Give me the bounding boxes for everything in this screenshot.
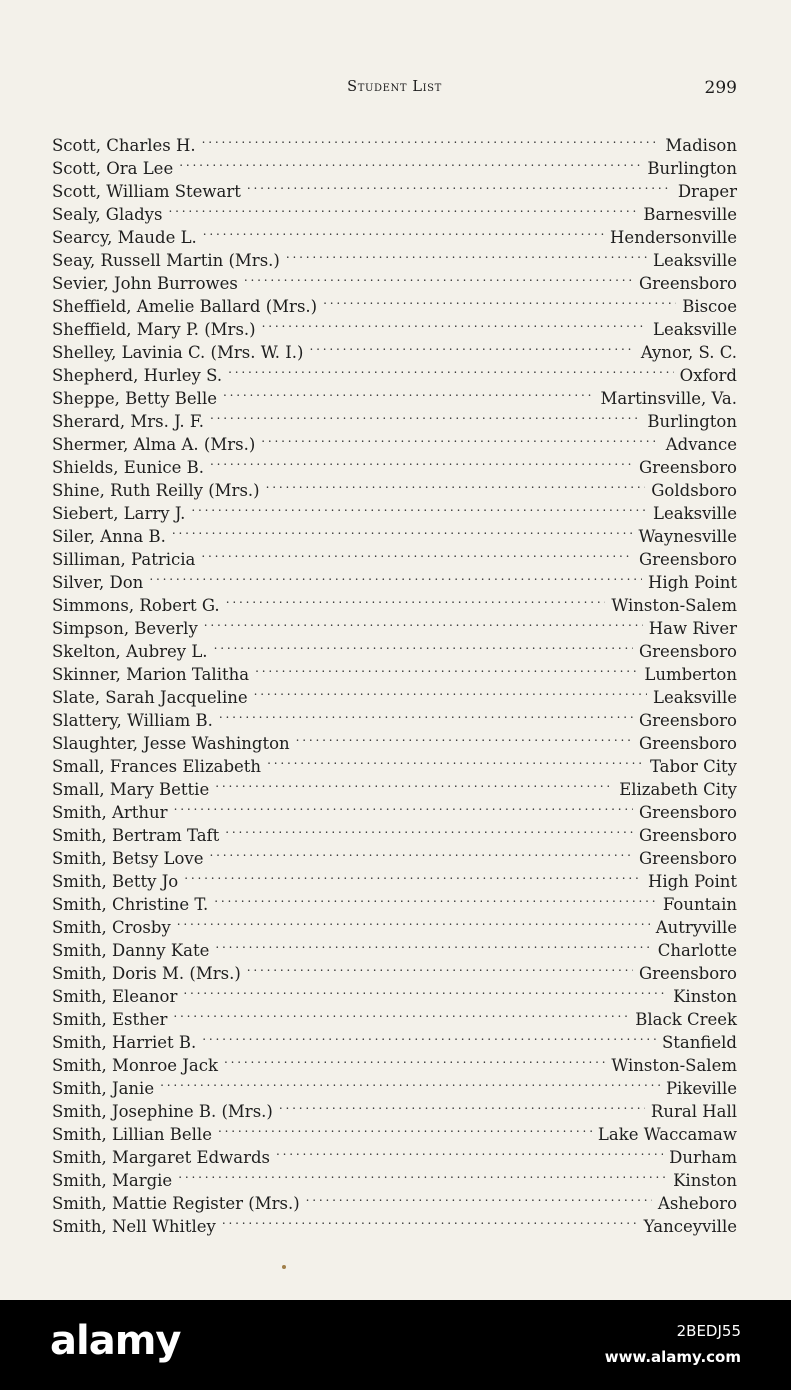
student-name: Shine, Ruth Reilly (Mrs.): [52, 481, 260, 500]
hometown: Greensboro: [638, 826, 737, 845]
dot-leader: [296, 726, 633, 749]
student-name: Shelley, Lavinia C. (Mrs. W. I.): [52, 343, 304, 362]
dot-leader: [226, 588, 606, 611]
student-name: Simmons, Robert G.: [52, 596, 220, 615]
student-name: Smith, Christine T.: [52, 895, 209, 914]
student-name: Shepherd, Hurley S.: [52, 366, 223, 385]
student-name: Shermer, Alma A. (Mrs.): [52, 435, 256, 454]
dot-leader: [215, 933, 651, 956]
list-item: [52, 565, 737, 592]
dot-leader: [173, 1002, 629, 1025]
hometown: Greensboro: [638, 642, 737, 661]
hometown: Greensboro: [638, 734, 737, 753]
student-name: Silliman, Patricia: [52, 550, 196, 569]
student-list: [52, 128, 737, 1236]
student-name: Smith, Monroe Jack: [52, 1056, 218, 1075]
student-name: Sheffield, Mary P. (Mrs.): [52, 320, 256, 339]
hometown: Charlotte: [657, 941, 737, 960]
hometown: Tabor City: [649, 757, 737, 776]
hometown: Haw River: [648, 619, 737, 638]
student-name: Sevier, John Burrowes: [52, 274, 238, 293]
dot-leader: [276, 1140, 663, 1163]
dot-leader: [177, 910, 650, 933]
student-name: Sheffield, Amelie Ballard (Mrs.): [52, 297, 318, 316]
dot-leader: [210, 841, 633, 864]
dot-leader: [224, 1048, 605, 1071]
hometown: Winston-Salem: [611, 596, 737, 615]
hometown: Greensboro: [638, 803, 737, 822]
page-header: [52, 76, 737, 102]
dot-leader: [214, 887, 657, 910]
hometown: Waynesville: [638, 527, 737, 546]
hometown: Leaksville: [653, 504, 737, 523]
dot-leader: [179, 151, 641, 174]
student-name: Smith, Doris M. (Mrs.): [52, 964, 241, 983]
hometown: Winston-Salem: [611, 1056, 737, 1075]
student-name: Seay, Russell Martin (Mrs.): [52, 251, 280, 270]
dot-leader: [267, 749, 644, 772]
watermark-image-id: 2BEDJ55: [676, 1322, 741, 1340]
hometown: Goldsboro: [651, 481, 737, 500]
dot-leader: [244, 266, 633, 289]
dot-leader: [160, 1071, 660, 1094]
page-number: 299: [704, 78, 737, 98]
list-item: [52, 128, 737, 155]
dot-leader: [210, 404, 641, 427]
hometown: Draper: [677, 182, 737, 201]
student-name: Small, Frances Elizabeth: [52, 757, 262, 776]
student-name: Smith, Esther: [52, 1010, 168, 1029]
hometown: Pikeville: [665, 1079, 737, 1098]
hometown: Oxford: [679, 366, 737, 385]
dot-leader: [262, 312, 647, 335]
dot-leader: [149, 565, 642, 588]
dot-leader: [183, 979, 667, 1002]
hometown: Asheboro: [657, 1194, 737, 1213]
student-name: Smith, Lillian Belle: [52, 1125, 212, 1144]
student-name: Smith, Nell Whitley: [52, 1217, 216, 1236]
student-name: Siebert, Larry J.: [52, 504, 186, 523]
student-name: Slate, Sarah Jacqueline: [52, 688, 248, 707]
student-name: Skinner, Marion Talitha: [52, 665, 250, 684]
list-item: [52, 588, 737, 615]
dot-leader: [309, 335, 634, 358]
dot-leader: [223, 381, 594, 404]
hometown: Greensboro: [638, 458, 737, 477]
student-name: Smith, Harriet B.: [52, 1033, 197, 1052]
dot-leader: [247, 956, 633, 979]
hometown: Rural Hall: [650, 1102, 737, 1121]
watermark-url: www.alamy.com: [604, 1348, 741, 1366]
dot-leader: [168, 197, 637, 220]
hometown: Leaksville: [653, 251, 737, 270]
hometown: Fountain: [662, 895, 737, 914]
student-name: Smith, Crosby: [52, 918, 171, 937]
student-name: Smith, Janie: [52, 1079, 155, 1098]
dot-leader: [210, 450, 633, 473]
watermark-bar: [0, 1300, 791, 1390]
dot-leader: [228, 358, 674, 381]
hometown: Barnesville: [643, 205, 737, 224]
hometown: Martinsville, Va.: [600, 389, 737, 408]
student-name: Simpson, Beverly: [52, 619, 198, 638]
dot-leader: [247, 174, 672, 197]
dot-leader: [219, 703, 633, 726]
student-name: Sherard, Mrs. J. F.: [52, 412, 205, 431]
student-name: Smith, Bertram Taft: [52, 826, 220, 845]
hometown: Lake Waccamaw: [597, 1125, 737, 1144]
dot-leader: [202, 1025, 656, 1048]
student-name: Smith, Eleanor: [52, 987, 178, 1006]
dot-leader: [323, 289, 676, 312]
dot-leader: [286, 243, 647, 266]
dot-leader: [255, 657, 638, 680]
student-name: Scott, Ora Lee: [52, 159, 174, 178]
hometown: Greensboro: [638, 550, 737, 569]
student-name: Sealy, Gladys: [52, 205, 163, 224]
hometown: Elizabeth City: [619, 780, 737, 799]
dot-leader: [174, 795, 633, 818]
dot-leader: [261, 427, 659, 450]
hometown: Autryville: [655, 918, 737, 937]
hometown: Advance: [665, 435, 737, 454]
page-speck: [282, 1265, 286, 1269]
student-name: Scott, Charles H.: [52, 136, 196, 155]
student-name: Smith, Arthur: [52, 803, 168, 822]
hometown: Stanfield: [661, 1033, 737, 1052]
running-head-title: Student List: [347, 79, 442, 95]
student-name: Searcy, Maude L.: [52, 228, 197, 247]
dot-leader: [266, 473, 646, 496]
dot-leader: [222, 1209, 638, 1232]
student-name: Silver, Don: [52, 573, 144, 592]
hometown: Burlington: [647, 159, 737, 178]
student-name: Scott, William Stewart: [52, 182, 241, 201]
student-name: Small, Mary Bettie: [52, 780, 210, 799]
hometown: Durham: [669, 1148, 737, 1167]
student-name: Smith, Betsy Love: [52, 849, 204, 868]
dot-leader: [204, 611, 643, 634]
student-name: Smith, Margie: [52, 1171, 173, 1190]
dot-leader: [214, 634, 633, 657]
watermark-logo: alamy: [50, 1318, 181, 1364]
hometown: Kinston: [673, 987, 737, 1006]
student-name: Slattery, William B.: [52, 711, 213, 730]
dot-leader: [306, 1186, 652, 1209]
hometown: Greensboro: [638, 274, 737, 293]
dot-leader: [215, 772, 613, 795]
dot-leader: [203, 220, 604, 243]
dot-leader: [218, 1117, 592, 1140]
hometown: Hendersonville: [610, 228, 737, 247]
dot-leader: [279, 1094, 645, 1117]
dot-leader: [178, 1163, 667, 1186]
student-name: Skelton, Aubrey L.: [52, 642, 208, 661]
student-name: Shields, Eunice B.: [52, 458, 204, 477]
hometown: Aynor, S. C.: [640, 343, 737, 362]
dot-leader: [254, 680, 647, 703]
student-name: Smith, Betty Jo: [52, 872, 179, 891]
hometown: Leaksville: [653, 688, 737, 707]
student-name: Siler, Anna B.: [52, 527, 166, 546]
student-name: Smith, Josephine B. (Mrs.): [52, 1102, 273, 1121]
student-name: Smith, Danny Kate: [52, 941, 210, 960]
hometown: Greensboro: [638, 964, 737, 983]
hometown: High Point: [647, 573, 737, 592]
hometown: Greensboro: [638, 849, 737, 868]
hometown: Biscoe: [682, 297, 737, 316]
dot-leader: [184, 864, 642, 887]
student-name: Smith, Mattie Register (Mrs.): [52, 1194, 300, 1213]
hometown: Burlington: [647, 412, 737, 431]
hometown: Madison: [665, 136, 737, 155]
hometown: Lumberton: [644, 665, 737, 684]
hometown: Black Creek: [635, 1010, 737, 1029]
student-name: Slaughter, Jesse Washington: [52, 734, 290, 753]
student-name: Smith, Margaret Edwards: [52, 1148, 271, 1167]
student-name: Sheppe, Betty Belle: [52, 389, 217, 408]
hometown: Kinston: [673, 1171, 737, 1190]
dot-leader: [172, 519, 633, 542]
dot-leader: [191, 496, 647, 519]
hometown: Leaksville: [653, 320, 737, 339]
dot-leader: [201, 542, 633, 565]
hometown: High Point: [647, 872, 737, 891]
hometown: Greensboro: [638, 711, 737, 730]
dot-leader: [225, 818, 633, 841]
hometown: Yanceyville: [643, 1217, 737, 1236]
dot-leader: [202, 128, 660, 151]
